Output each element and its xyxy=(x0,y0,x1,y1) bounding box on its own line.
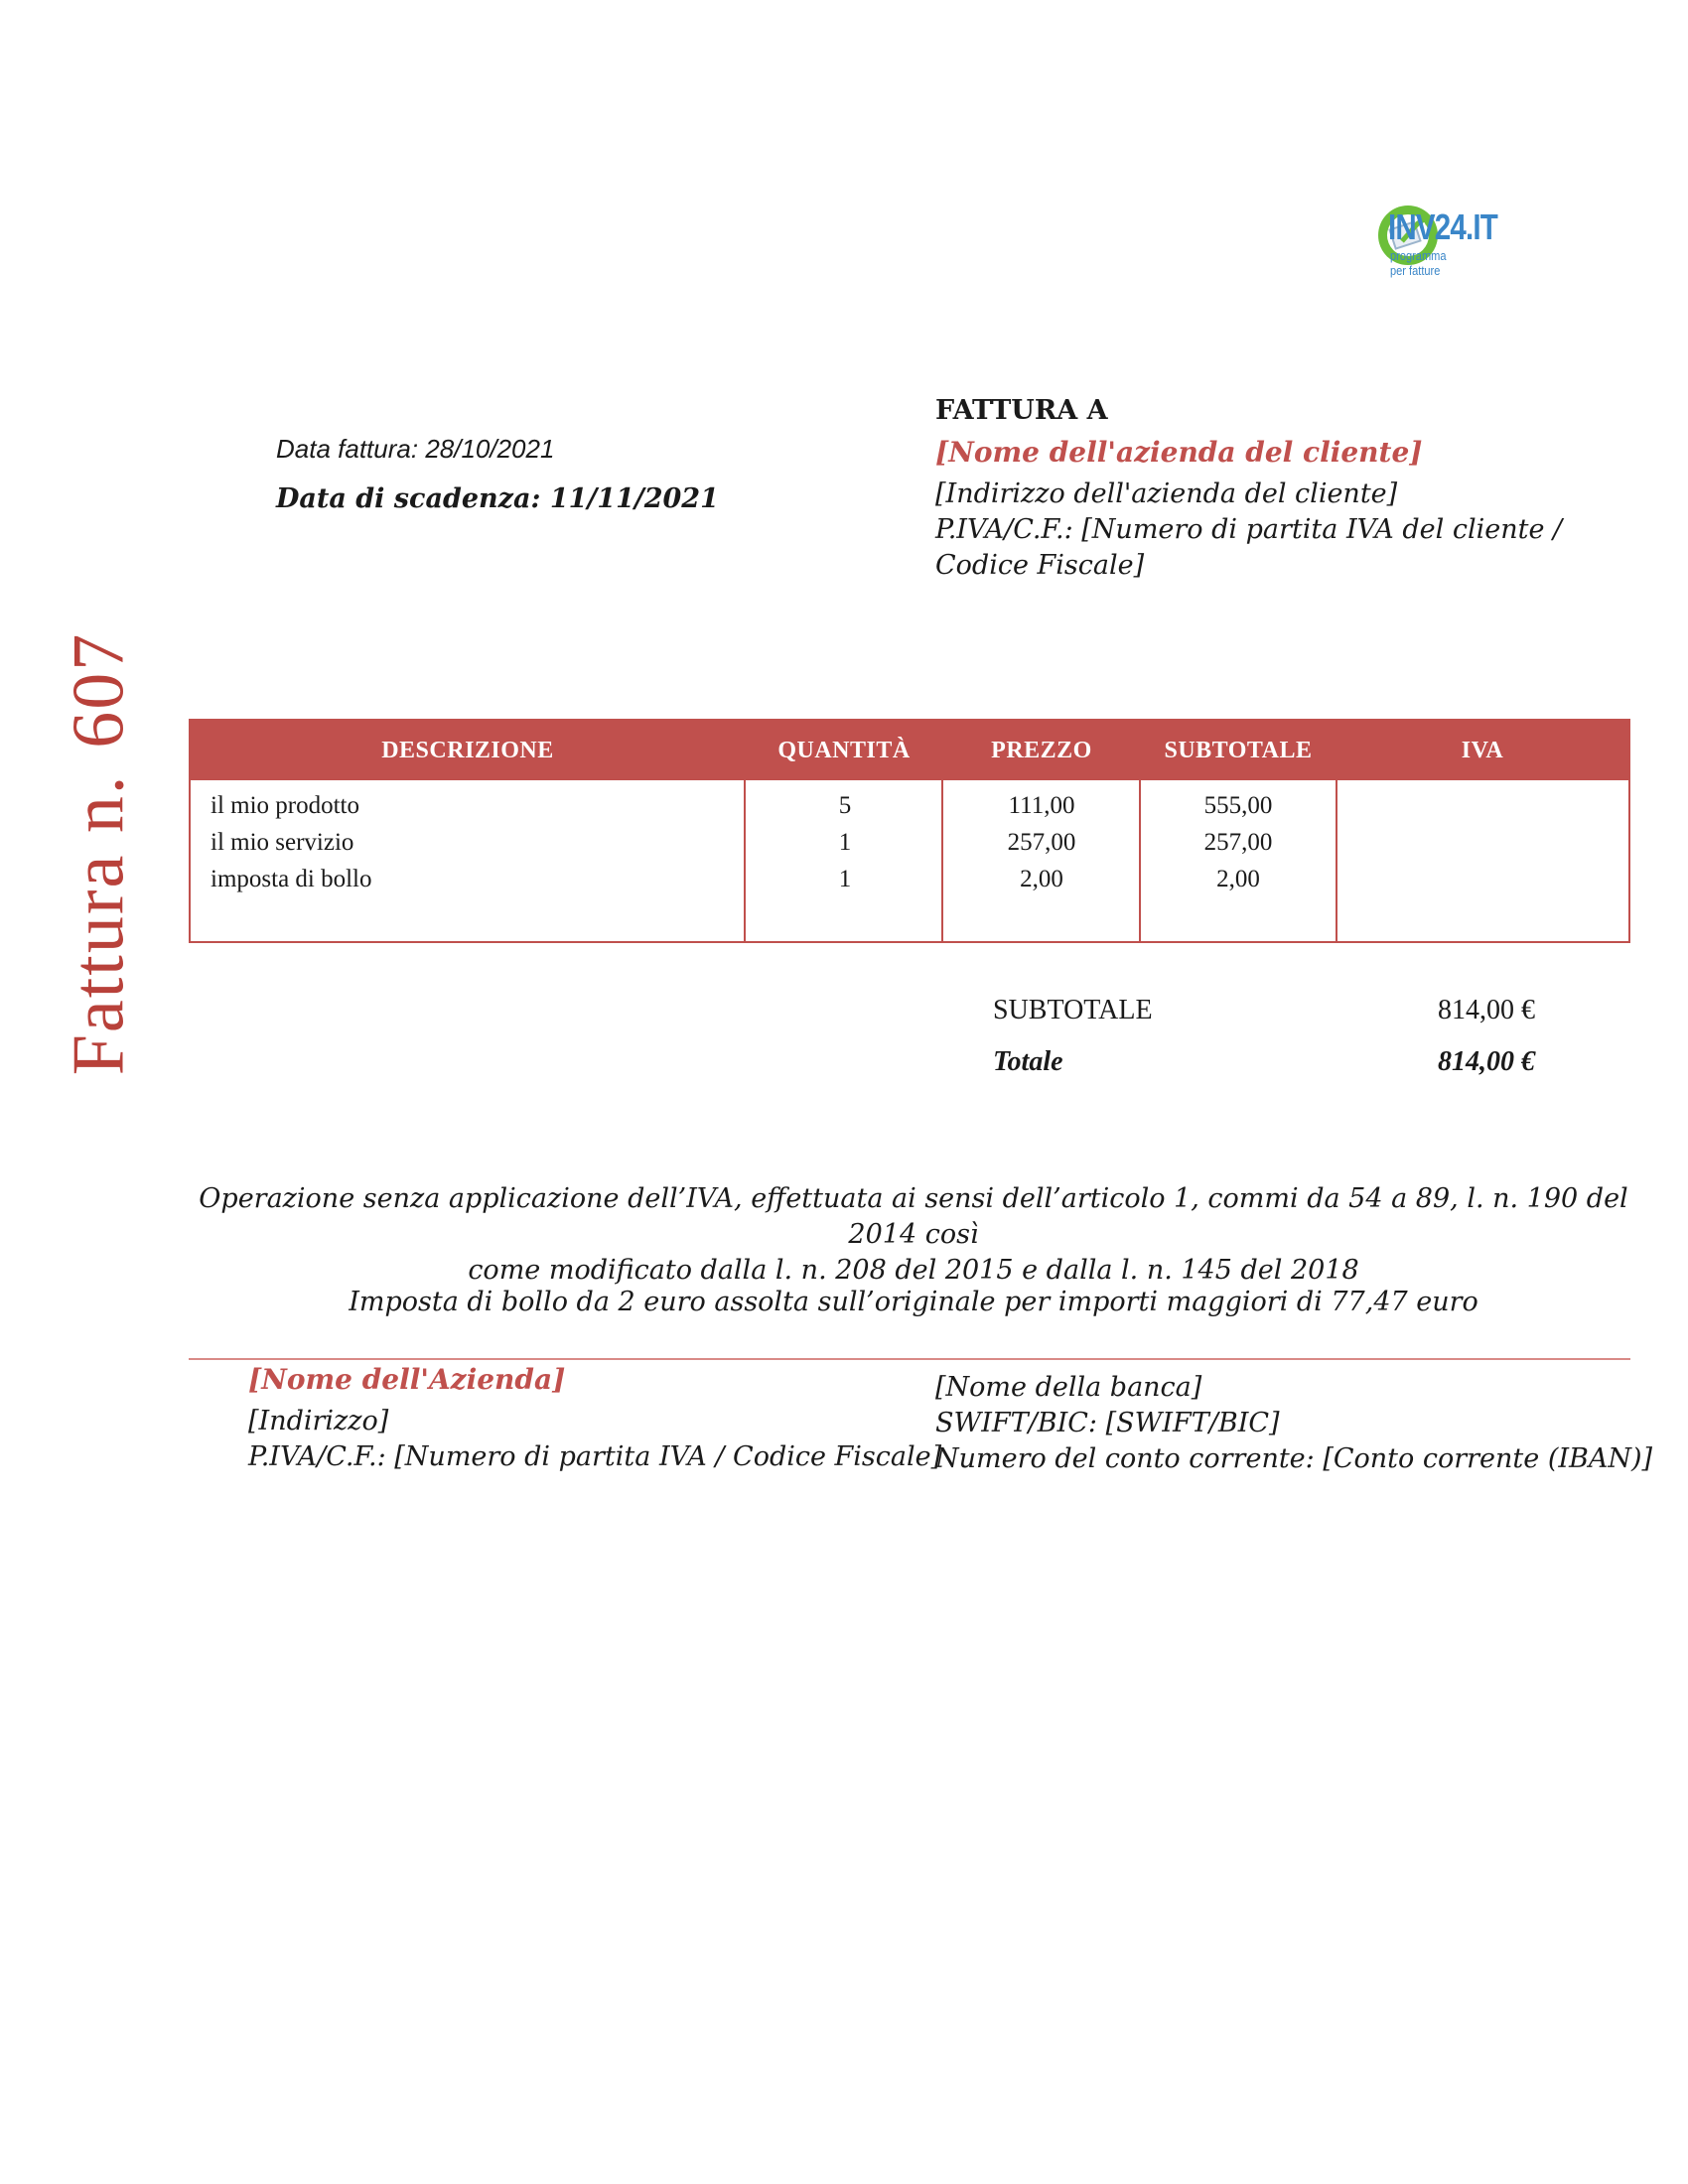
company-block xyxy=(248,1362,941,1475)
row-price: 2,00 xyxy=(1020,866,1063,892)
bill-to-block xyxy=(935,393,1571,584)
total-row xyxy=(993,1046,1549,1098)
total-value: 814,00 € xyxy=(1438,1046,1535,1077)
row-description: imposta di bollo xyxy=(211,866,372,892)
due-date-label: Data di scadenza: xyxy=(276,483,541,514)
header-vat: IVA xyxy=(1461,738,1504,763)
table-header xyxy=(191,721,1628,780)
row-quantity: 5 xyxy=(838,792,852,819)
subtotal-value: 814,00 € xyxy=(1438,995,1535,1025)
totals-block xyxy=(993,995,1549,1098)
row-subtotal: 257,00 xyxy=(1203,829,1273,856)
subtotal-label: SUBTOTALE xyxy=(993,995,1153,1025)
invoice-title-prefix: Fattura n. xyxy=(58,773,140,1076)
company-address: [Indirizzo] xyxy=(248,1406,389,1436)
vat-exemption-line-1: Operazione senza applicazione dell’IVA, effettuata ai sensi dell’articolo 1, commi da 54 a 89, l. n. 190 del 2014 così xyxy=(199,1183,1628,1250)
bank-account: Numero del conto corrente: [Conto corrente (IBAN)] xyxy=(935,1443,1653,1474)
row-description: il mio servizio xyxy=(211,829,354,856)
subtotal-row xyxy=(993,995,1549,1046)
invoice-number: 607 xyxy=(58,631,140,749)
vat-exemption-note xyxy=(199,1181,1628,1289)
header-description: DESCRIZIONE xyxy=(381,738,554,763)
invoice-number-title xyxy=(58,632,142,1076)
row-subtotal: 555,00 xyxy=(1203,792,1273,819)
logo-tagline: programma per fatture xyxy=(1390,248,1447,278)
due-date-value: 11/11/2021 xyxy=(549,483,719,514)
table-row xyxy=(191,792,1628,829)
due-date xyxy=(276,483,719,514)
client-vat-line-1: P.IVA/C.F.: [Numero di partita IVA del cliente / xyxy=(935,514,1563,545)
row-description: il mio prodotto xyxy=(211,792,359,819)
company-name: [Nome dell'Azienda] xyxy=(248,1363,566,1396)
bank-name: [Nome della banca] xyxy=(935,1372,1202,1403)
header-quantity: QUANTITÀ xyxy=(777,738,911,763)
vat-exemption-line-2: come modificato dalla l. n. 208 del 2015 e dalla l. n. 145 del 2018 xyxy=(468,1255,1359,1286)
row-subtotal: 2,00 xyxy=(1216,866,1260,892)
table-row xyxy=(191,829,1628,866)
issue-date-label: Data fattura: xyxy=(276,434,419,464)
issue-date-value: 28/10/2021 xyxy=(425,434,555,464)
bill-to-heading: FATTURA A xyxy=(935,395,1108,426)
footer-divider xyxy=(189,1358,1630,1360)
header-price: PREZZO xyxy=(991,738,1092,763)
client-vat-line-2: Codice Fiscale] xyxy=(935,550,1145,581)
row-quantity: 1 xyxy=(838,866,852,892)
stamp-duty-note: Imposta di bollo da 2 euro assolta sull’originale per importi maggiori di 77,47 euro xyxy=(349,1287,1478,1317)
issue-date xyxy=(276,434,554,465)
items-table xyxy=(189,719,1630,943)
bank-block xyxy=(935,1370,1652,1477)
company-vat: P.IVA/C.F.: [Numero di partita IVA / Codice Fiscale] xyxy=(248,1441,942,1472)
row-price: 111,00 xyxy=(1008,792,1075,819)
bank-swift: SWIFT/BIC: [SWIFT/BIC] xyxy=(935,1408,1280,1438)
total-label: Totale xyxy=(993,1046,1063,1077)
table-row xyxy=(191,866,1628,902)
row-quantity: 1 xyxy=(838,829,852,856)
header-subtotal: SUBTOTALE xyxy=(1164,738,1313,763)
logo-brand-text: INV24.IT xyxy=(1388,206,1497,247)
table-body xyxy=(191,792,1628,902)
client-address: [Indirizzo dell'azienda del cliente] xyxy=(935,478,1398,509)
row-price: 257,00 xyxy=(1007,829,1076,856)
client-name: [Nome dell'azienda del cliente] xyxy=(935,436,1423,469)
